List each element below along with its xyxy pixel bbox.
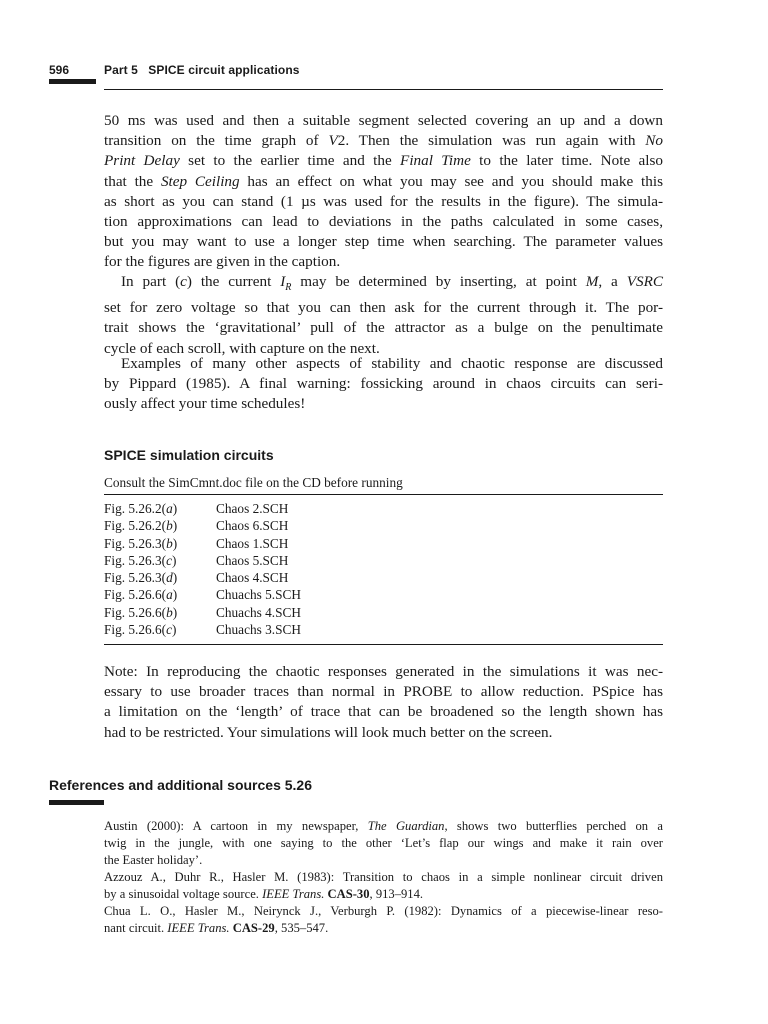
section-heading-bar <box>49 800 104 805</box>
page-number-bar <box>49 79 96 84</box>
file-name: Chaos 4.SCH <box>216 570 289 586</box>
text-line: Chua L. O., Hasler M., Neirynck J., Verburgh P. (1982): Dynamics of a piecewise-linear reso- <box>104 904 663 918</box>
text-line: ously affect your time schedules! <box>104 395 306 413</box>
figure-ref: Fig. 5.26.6(c) <box>104 622 177 638</box>
file-name: Chaos 1.SCH <box>216 535 289 551</box>
table-row <box>104 569 301 586</box>
file-name: Chuachs 3.SCH <box>216 622 301 638</box>
reference-entry <box>104 903 663 937</box>
figure-ref: Fig. 5.26.3(d) <box>104 570 178 586</box>
text-line: for the figures are given in the caption. <box>104 253 341 271</box>
section-heading-simulation: SPICE simulation circuits <box>104 447 274 463</box>
text-line: nant circuit. IEEE Trans. CAS-29, 535–547. <box>104 921 329 935</box>
reference-entry <box>104 869 663 903</box>
simulation-files-table <box>104 500 301 638</box>
text-line: by a sinusoidal voltage source. IEEE Trans. CAS-30, 913–914. <box>104 887 424 901</box>
text-line: essary to use broader traces than normal in PROBE to allow reduction. PSpice has <box>104 683 663 701</box>
text-line: that the Step Ceiling has an effect on what you may see and you should make this <box>104 172 663 190</box>
text-line: the Easter holiday’. <box>104 853 203 867</box>
running-head-title: Part 5 SPICE circuit applications <box>104 63 300 77</box>
reference-list <box>104 818 663 937</box>
table-row <box>104 535 301 552</box>
header-rule <box>104 89 663 90</box>
text-line: tion approximations can lead to deviations in the paths calculated in some cases, <box>104 213 663 231</box>
reference-entry <box>104 818 663 869</box>
table-row <box>104 604 301 621</box>
note-paragraph <box>104 662 663 743</box>
body-paragraph-1 <box>104 111 663 273</box>
text-line: set for zero voltage so that you can then ask for the current through it. The por- <box>104 299 663 317</box>
table-row <box>104 552 301 569</box>
section-heading-references: References and additional sources 5.26 <box>49 777 312 793</box>
text-line: Azzouz A., Duhr R., Hasler M. (1983): Transition to chaos in a simple nonlinear circuit driven <box>104 870 663 884</box>
text-line: but you may want to use a longer step time when searching. The parameter values <box>104 233 663 251</box>
table-caption: Consult the SimCmnt.doc file on the CD before running <box>104 475 403 490</box>
file-name: Chaos 5.SCH <box>216 552 289 568</box>
body-paragraph-3 <box>104 354 663 415</box>
text-line: In part (c) the current $I_R$ may be determined by inserting, at point M, a VSRC <box>121 273 663 294</box>
text-line: twig in the jungle, with one saying to the other ‘Let’s flap our wings and make it rain over <box>104 836 663 850</box>
figure-ref: Fig. 5.26.6(a) <box>104 587 178 603</box>
file-name: Chaos 2.SCH <box>216 501 289 516</box>
table-top-rule <box>104 494 663 495</box>
file-name: Chaos 6.SCH <box>216 518 289 534</box>
table-row <box>104 621 301 638</box>
table-bottom-rule <box>104 644 663 645</box>
page-number: 596 <box>49 63 70 77</box>
file-name: Chuachs 4.SCH <box>216 604 301 620</box>
figure-ref: Fig. 5.26.6(b) <box>104 604 178 620</box>
table-row <box>104 517 301 534</box>
text-line: cycle of each scroll, with capture on the next. <box>104 339 380 357</box>
table-row <box>104 500 301 517</box>
text-line: Note: In reproducing the chaotic responses generated in the simulations it was nec- <box>104 663 663 680</box>
text-line: Examples of many other aspects of stability and chaotic response are discussed <box>121 355 663 372</box>
figure-ref: Fig. 5.26.3(b) <box>104 535 178 551</box>
text-line: a limitation on the ‘length’ of trace that can be broadened so the length shown has <box>104 703 663 721</box>
text-line: trait shows the ‘gravitational’ pull of the attractor as a bulge on the penultimate <box>104 319 663 337</box>
figure-ref: Fig. 5.26.3(c) <box>104 552 177 568</box>
text-line: as short as you can stand (1 µs was used for the results in the figure). The simula- <box>104 192 663 210</box>
file-name: Chuachs 5.SCH <box>216 587 301 603</box>
text-line: by Pippard (1985). A final warning: fossicking around in chaos circuits can seri- <box>104 375 663 393</box>
text-line: 50 ms was used and then a suitable segment selected covering an up and a down <box>104 112 663 129</box>
text-line: Austin (2000): A cartoon in my newspaper, The Guardian, shows two butterflies perched on a <box>104 819 663 833</box>
text-line: Print Delay set to the earlier time and the Final Time to the later time. Note also <box>104 152 663 170</box>
table-row <box>104 586 301 603</box>
running-head <box>49 63 663 81</box>
text-line: transition on the time graph of V2. Then the simulation was run again with No <box>104 132 663 150</box>
figure-ref: Fig. 5.26.2(b) <box>104 518 178 534</box>
figure-ref: Fig. 5.26.2(a) <box>104 501 178 516</box>
text-line: had to be restricted. Your simulations will look much better on the screen. <box>104 723 553 741</box>
body-paragraph-2 <box>104 272 663 359</box>
